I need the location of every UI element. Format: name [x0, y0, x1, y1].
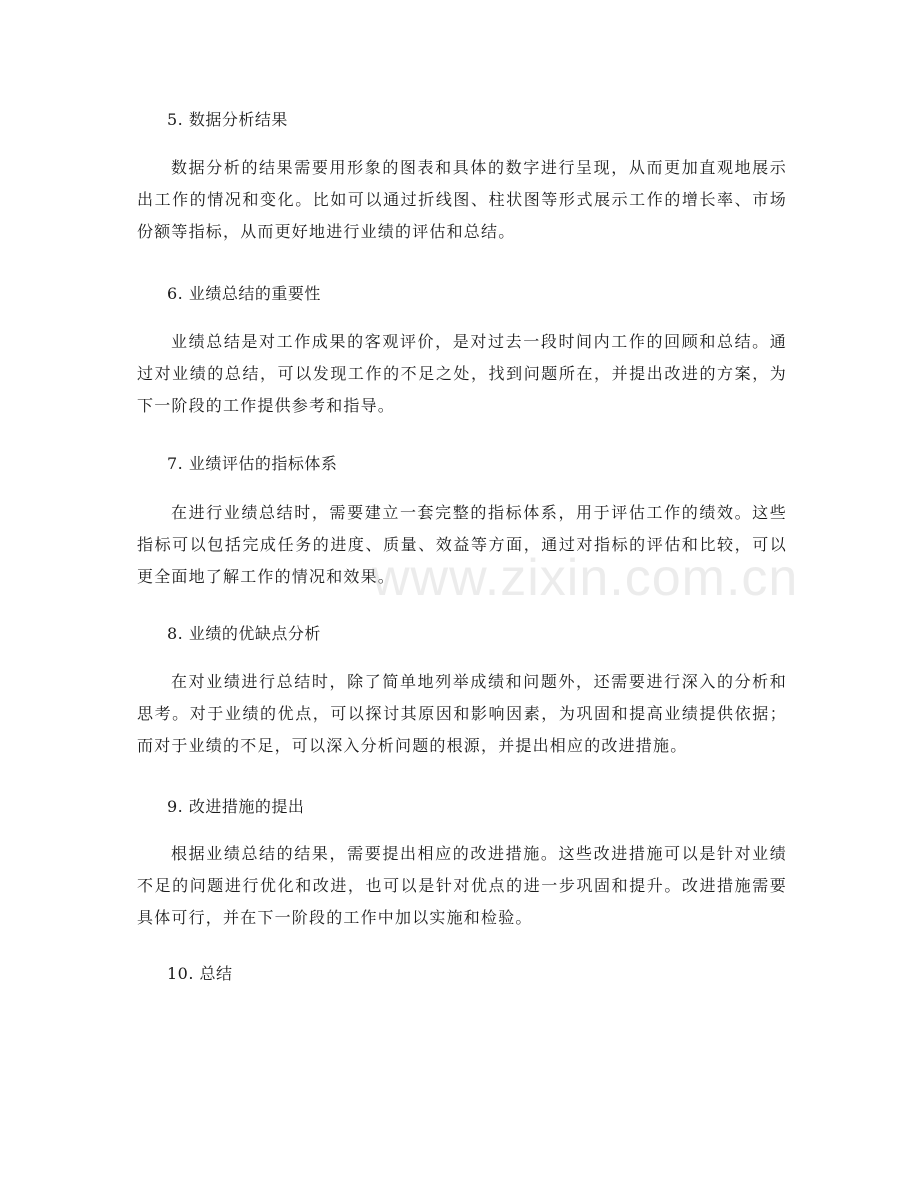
- section-body-6: 业绩总结是对工作成果的客观评价，是对过去一段时间内工作的回顾和总结。通过对业绩的总结，可以发现工作的不足之处，找到问题所在，并提出改进的方案，为下一阶段的工作提供参考和指导。: [137, 332, 787, 415]
- section-heading-7: 7. 业绩评估的指标体系: [167, 454, 338, 473]
- section-heading-9: 9. 改进措施的提出: [167, 797, 305, 816]
- section-heading-6: 6. 业绩总结的重要性: [167, 284, 321, 303]
- section-heading-8: 8. 业绩的优缺点分析: [167, 624, 321, 643]
- watermark-text: www.zixin.com.cn: [372, 549, 799, 607]
- section-body-8: 在对业绩进行总结时，除了简单地列举成绩和问题外，还需要进行深入的分析和思考。对于业绩的优点，可以探讨其原因和影响因素，为巩固和提高业绩提供依据；而对于业绩的不足，可以深入分析问题的根源，并提出相应的改进措施。: [137, 672, 787, 755]
- section-heading-10: 10. 总结: [167, 964, 233, 983]
- section-heading-5: 5. 数据分析结果: [167, 110, 288, 129]
- section-body-5: 数据分析的结果需要用形象的图表和具体的数字进行呈现，从而更加直观地展示出工作的情况和变化。比如可以通过折线图、柱状图等形式展示工作的增长率、市场份额等指标，从而更好地进行业绩的评估和总结。: [137, 158, 787, 241]
- section-body-7: 在进行业绩总结时，需要建立一套完整的指标体系，用于评估工作的绩效。这些指标可以包括完成任务的进度、质量、效益等方面，通过对指标的评估和比较，可以更全面地了解工作的情况和效果。: [137, 503, 787, 586]
- section-body-9: 根据业绩总结的结果，需要提出相应的改进措施。这些改进措施可以是针对业绩不足的问题进行优化和改进，也可以是针对优点的进一步巩固和提升。改进措施需要具体可行，并在下一阶段的工作中加以实施和检验。: [137, 844, 787, 927]
